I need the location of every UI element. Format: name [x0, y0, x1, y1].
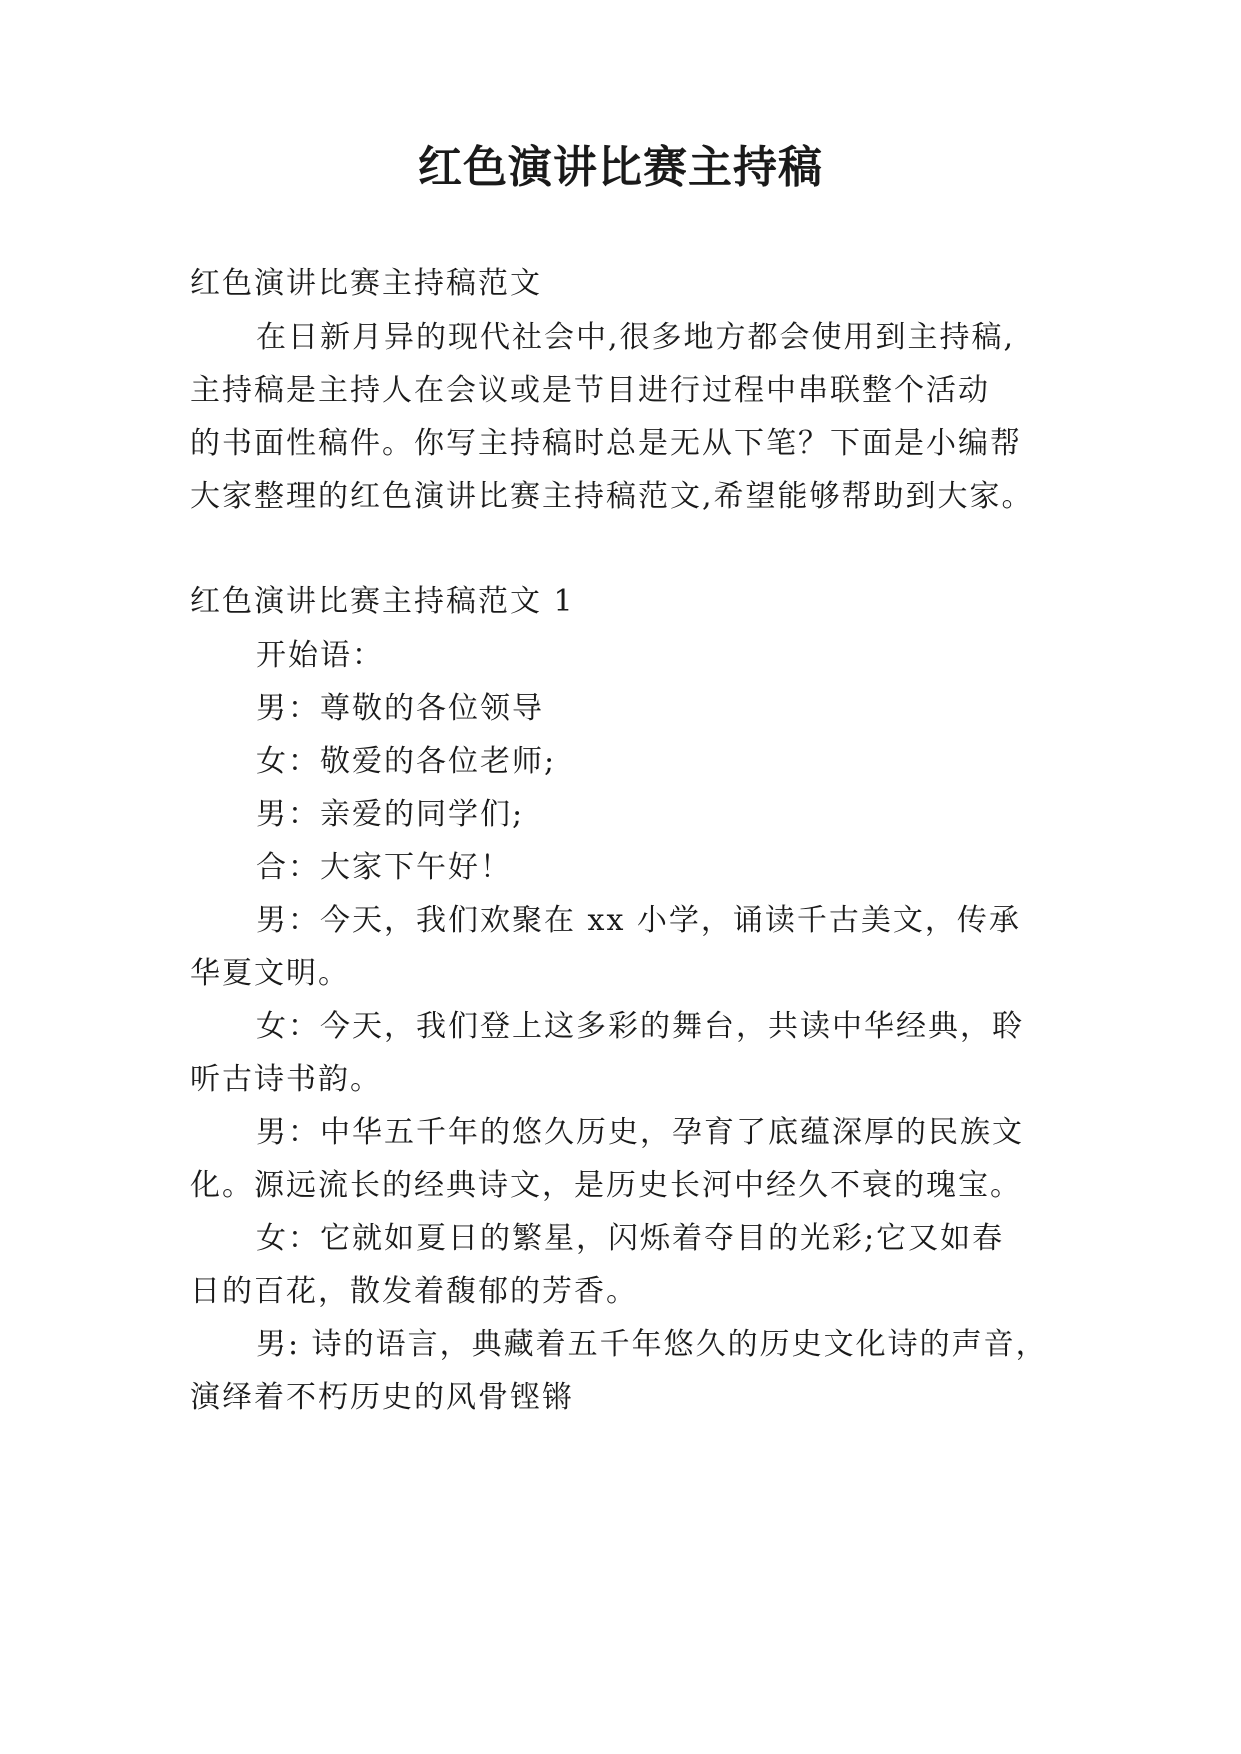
- paragraph-line: 演绎着不朽历史的风骨铿锵: [190, 1380, 574, 1415]
- paragraph-line: 男：今天，我们欢聚在 xx 小学，诵读千古美文，传承: [256, 903, 1021, 938]
- paragraph-line: 在日新月异的现代社会中,很多地方都会使用到主持稿,: [256, 320, 1016, 355]
- paragraph-line: 男：中华五千年的悠久历史，孕育了底蕴深厚的民族文: [256, 1115, 1024, 1150]
- paragraph-line: 男：亲爱的同学们;: [256, 797, 525, 832]
- paragraph-line: 女：它就如夏日的繁星，闪烁着夺目的光彩;它又如春: [256, 1221, 1005, 1256]
- document-title: 红色演讲比赛主持稿: [418, 142, 823, 193]
- paragraph-line: 化。源远流长的经典诗文，是历史长河中经久不衰的瑰宝。: [190, 1168, 1022, 1203]
- paragraph-line: 主持稿是主持人在会议或是节目进行过程中串联整个活动: [190, 373, 990, 408]
- paragraph-line: 合：大家下午好！: [256, 850, 512, 885]
- paragraph-line: 女：敬爱的各位老师;: [256, 744, 557, 779]
- paragraph-line: 的书面性稿件。你写主持稿时总是无从下笔？下面是小编帮: [190, 426, 1022, 461]
- paragraph-line: 听古诗书韵。: [190, 1062, 382, 1097]
- paragraph-line: 女：今天，我们登上这多彩的舞台，共读中华经典，聆: [256, 1009, 1024, 1044]
- paragraph-line: 男：尊敬的各位领导: [256, 691, 544, 726]
- paragraph-line: 日的百花，散发着馥郁的芳香。: [190, 1274, 638, 1309]
- paragraph-line: 开始语：: [256, 638, 384, 673]
- paragraph-line: 华夏文明。: [190, 956, 350, 991]
- section-heading: 红色演讲比赛主持稿范文: [190, 266, 542, 301]
- paragraph-line: 男: 诗的语言，典藏着五千年悠久的历史文化诗的声音，: [256, 1327, 1048, 1362]
- paragraph-line: 大家整理的红色演讲比赛主持稿范文,希望能够帮助到大家。: [190, 479, 1034, 514]
- section-heading: 红色演讲比赛主持稿范文 1: [190, 584, 575, 619]
